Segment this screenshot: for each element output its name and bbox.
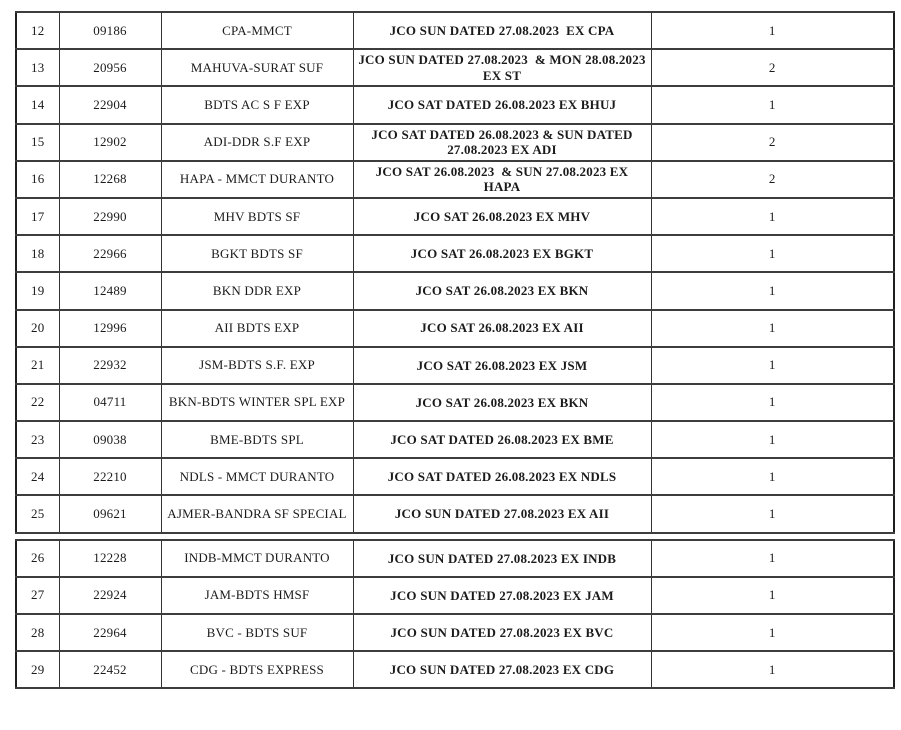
- train-name-cell: BGKT BDTS SF: [161, 235, 353, 272]
- count-cell: 2: [651, 161, 894, 198]
- jco-remarks-cell: JCO SAT DATED 26.08.2023 & SUN DATED 27.08.2023 EX ADI: [353, 124, 651, 161]
- sr-no-cell: 25: [16, 495, 59, 532]
- train-name-cell: JAM-BDTS HMSF: [161, 577, 353, 614]
- table-row: [16, 421, 894, 458]
- jco-remarks-cell: JCO SAT 26.08.2023 EX BGKT: [353, 235, 651, 272]
- count-cell: 1: [651, 614, 894, 651]
- jco-remarks-cell: JCO SUN DATED 27.08.2023 EX AII: [353, 495, 651, 532]
- sr-no-cell: 12: [16, 12, 59, 49]
- train-no-cell: 22966: [59, 235, 161, 272]
- sr-no-cell: 26: [16, 540, 59, 577]
- table-row: [16, 310, 894, 347]
- sr-no-cell: 14: [16, 86, 59, 123]
- jco-remarks-cell: JCO SAT 26.08.2023 EX BKN: [353, 384, 651, 421]
- train-no-cell: 22990: [59, 198, 161, 235]
- count-cell: 1: [651, 235, 894, 272]
- train-name-cell: JSM-BDTS S.F. EXP: [161, 347, 353, 384]
- train-name-cell: CPA-MMCT: [161, 12, 353, 49]
- cancellation-tables: [15, 11, 893, 689]
- jco-remarks-cell: JCO SUN DATED 27.08.2023 & MON 28.08.2023 EX ST: [353, 49, 651, 86]
- jco-remarks-cell: JCO SAT 26.08.2023 & SUN 27.08.2023 EX HAPA: [353, 161, 651, 198]
- train-name-cell: INDB-MMCT DURANTO: [161, 540, 353, 577]
- train-name-cell: BKN-BDTS WINTER SPL EXP: [161, 384, 353, 421]
- table-row: [16, 577, 894, 614]
- sr-no-cell: 28: [16, 614, 59, 651]
- jco-remarks-cell: JCO SAT DATED 26.08.2023 EX BHUJ: [353, 86, 651, 123]
- jco-remarks-cell: JCO SAT 26.08.2023 EX AII: [353, 310, 651, 347]
- cancellation-table-section-2: [15, 539, 895, 690]
- count-cell: 1: [651, 651, 894, 688]
- train-no-cell: 12902: [59, 124, 161, 161]
- jco-remarks-cell: JCO SUN DATED 27.08.2023 EX JAM: [353, 577, 651, 614]
- sr-no-cell: 19: [16, 272, 59, 309]
- count-cell: 2: [651, 49, 894, 86]
- table-row: [16, 198, 894, 235]
- sr-no-cell: 23: [16, 421, 59, 458]
- table-row: [16, 86, 894, 123]
- train-name-cell: MAHUVA-SURAT SUF: [161, 49, 353, 86]
- train-name-cell: CDG - BDTS EXPRESS: [161, 651, 353, 688]
- train-name-cell: NDLS - MMCT DURANTO: [161, 458, 353, 495]
- sr-no-cell: 29: [16, 651, 59, 688]
- table-row: [16, 49, 894, 86]
- train-no-cell: 12268: [59, 161, 161, 198]
- sr-no-cell: 24: [16, 458, 59, 495]
- train-no-cell: 04711: [59, 384, 161, 421]
- train-no-cell: 12996: [59, 310, 161, 347]
- train-no-cell: 12489: [59, 272, 161, 309]
- sr-no-cell: 15: [16, 124, 59, 161]
- sr-no-cell: 13: [16, 49, 59, 86]
- train-no-cell: 22924: [59, 577, 161, 614]
- cancellation-table-section-1: [15, 11, 895, 534]
- train-name-cell: AJMER-BANDRA SF SPECIAL: [161, 495, 353, 532]
- table-row: [16, 124, 894, 161]
- sr-no-cell: 22: [16, 384, 59, 421]
- count-cell: 1: [651, 495, 894, 532]
- table-row: [16, 347, 894, 384]
- train-name-cell: BKN DDR EXP: [161, 272, 353, 309]
- train-no-cell: 22210: [59, 458, 161, 495]
- jco-remarks-cell: JCO SAT DATED 26.08.2023 EX NDLS: [353, 458, 651, 495]
- train-no-cell: 22904: [59, 86, 161, 123]
- jco-remarks-cell: JCO SUN DATED 27.08.2023 EX CPA: [353, 12, 651, 49]
- table-body-section-2: [16, 540, 894, 689]
- count-cell: 2: [651, 124, 894, 161]
- jco-remarks-cell: JCO SUN DATED 27.08.2023 EX INDB: [353, 540, 651, 577]
- count-cell: 1: [651, 384, 894, 421]
- table-row: [16, 651, 894, 688]
- count-cell: 1: [651, 198, 894, 235]
- table-body-section-1: [16, 12, 894, 533]
- jco-remarks-cell: JCO SAT 26.08.2023 EX BKN: [353, 272, 651, 309]
- jco-remarks-cell: JCO SUN DATED 27.08.2023 EX BVC: [353, 614, 651, 651]
- table-row: [16, 384, 894, 421]
- sr-no-cell: 18: [16, 235, 59, 272]
- train-no-cell: 09038: [59, 421, 161, 458]
- count-cell: 1: [651, 86, 894, 123]
- table-row: [16, 540, 894, 577]
- train-name-cell: HAPA - MMCT DURANTO: [161, 161, 353, 198]
- table-row: [16, 12, 894, 49]
- sr-no-cell: 16: [16, 161, 59, 198]
- train-no-cell: 12228: [59, 540, 161, 577]
- table-row: [16, 495, 894, 532]
- jco-remarks-cell: JCO SAT DATED 26.08.2023 EX BME: [353, 421, 651, 458]
- train-no-cell: 22964: [59, 614, 161, 651]
- table-row: [16, 458, 894, 495]
- table-row: [16, 235, 894, 272]
- train-no-cell: 22932: [59, 347, 161, 384]
- count-cell: 1: [651, 12, 894, 49]
- count-cell: 1: [651, 458, 894, 495]
- sr-no-cell: 17: [16, 198, 59, 235]
- train-name-cell: BDTS AC S F EXP: [161, 86, 353, 123]
- train-name-cell: BVC - BDTS SUF: [161, 614, 353, 651]
- train-name-cell: ADI-DDR S.F EXP: [161, 124, 353, 161]
- sr-no-cell: 27: [16, 577, 59, 614]
- jco-remarks-cell: JCO SAT 26.08.2023 EX JSM: [353, 347, 651, 384]
- train-name-cell: AII BDTS EXP: [161, 310, 353, 347]
- train-no-cell: 09186: [59, 12, 161, 49]
- train-no-cell: 09621: [59, 495, 161, 532]
- train-name-cell: BME-BDTS SPL: [161, 421, 353, 458]
- train-no-cell: 22452: [59, 651, 161, 688]
- count-cell: 1: [651, 310, 894, 347]
- table-row: [16, 614, 894, 651]
- jco-remarks-cell: JCO SAT 26.08.2023 EX MHV: [353, 198, 651, 235]
- sr-no-cell: 20: [16, 310, 59, 347]
- count-cell: 1: [651, 421, 894, 458]
- train-name-cell: MHV BDTS SF: [161, 198, 353, 235]
- train-no-cell: 20956: [59, 49, 161, 86]
- count-cell: 1: [651, 540, 894, 577]
- jco-remarks-cell: JCO SUN DATED 27.08.2023 EX CDG: [353, 651, 651, 688]
- count-cell: 1: [651, 347, 894, 384]
- table-row: [16, 161, 894, 198]
- table-row: [16, 272, 894, 309]
- count-cell: 1: [651, 272, 894, 309]
- count-cell: 1: [651, 577, 894, 614]
- sr-no-cell: 21: [16, 347, 59, 384]
